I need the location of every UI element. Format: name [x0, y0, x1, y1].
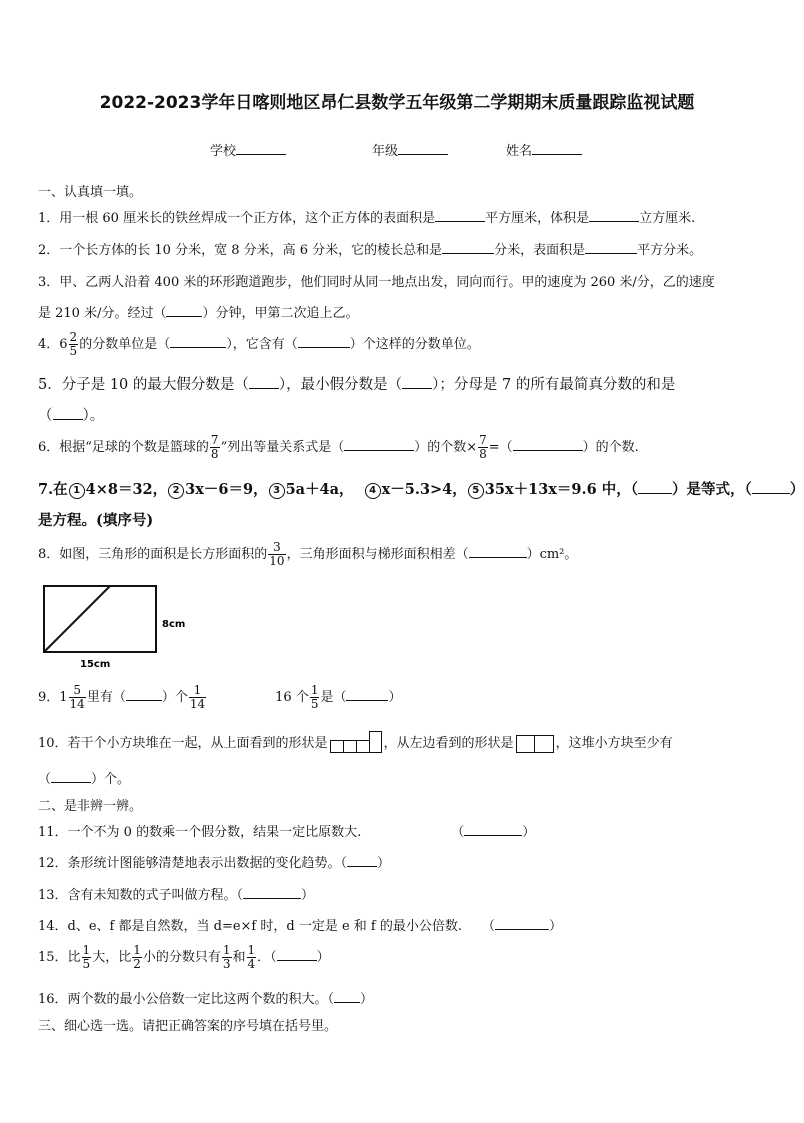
q15-fraction-1 [82, 944, 92, 971]
question-12 [38, 852, 390, 871]
q13-blank[interactable] [243, 886, 301, 899]
q15-text-b: 大，比 [92, 950, 132, 965]
question-5-line-1 [38, 373, 675, 394]
q14-text-a: 14．d、e、f 都是自然数，当 d=e×f 时，d 一定是 e 和 f 的最小公倍数. [38, 919, 462, 934]
side-view-cell [516, 735, 535, 753]
question-1 [38, 207, 695, 226]
q7-expr-2: 3x－6＝9， [185, 481, 268, 498]
q9-frac3-den: 5 [310, 697, 319, 711]
q14-text-b: （ [482, 919, 496, 934]
q6-frac2-den: 8 [479, 447, 487, 461]
q11-text-c: ） [522, 825, 536, 840]
q8-text-b: ，三角形面积与梯形面积相差（ [286, 547, 469, 562]
q6-text-b: ”列出等量关系式是（ [220, 440, 345, 455]
q5-blank-2[interactable] [402, 376, 432, 389]
question-3-line-2 [38, 302, 358, 321]
q7-blank-2[interactable] [752, 481, 790, 494]
q13-text-a: 13．含有未知数的式子叫做方程。（ [38, 888, 244, 903]
q9-text-f: ） [388, 690, 402, 705]
rectangle-figure [38, 584, 198, 674]
q7-expr-5: 35x＋13x＝9.6 中，（ [484, 481, 638, 498]
q10-blank[interactable] [51, 770, 91, 783]
q9-blank-2[interactable] [346, 688, 388, 701]
question-3-line-1: 3．甲、乙两人沿着 400 米的环形跑道跑步，他们同时从同一地点出发，同向而行。甲的速度为 260 米/分，乙的速度 [38, 275, 715, 290]
q2-blank-1[interactable] [442, 241, 494, 254]
question-2 [38, 239, 702, 258]
q8-text-c: ）cm²。 [526, 547, 578, 562]
q16-text-b: ） [360, 992, 374, 1007]
q5-text-e: ）。 [82, 408, 105, 424]
question-8 [38, 541, 577, 568]
q1-blank-1[interactable] [435, 209, 485, 222]
figure-diagonal [44, 586, 110, 652]
top-view-shape [330, 731, 382, 753]
q5-blank-1[interactable] [249, 376, 279, 389]
q1-text-b: 平方厘米，体积是 [485, 211, 590, 226]
q9-blank-1[interactable] [126, 688, 162, 701]
school-field[interactable] [210, 140, 286, 159]
q9-text-a: 9．1 [38, 690, 68, 705]
student-info-row [0, 140, 794, 160]
q15-frac4-den: 4 [247, 957, 256, 971]
question-11 [38, 821, 535, 840]
q4-frac-den: 5 [69, 344, 78, 358]
q11-blank[interactable] [464, 823, 522, 836]
q15-frac3-num: 1 [222, 943, 231, 957]
q5-text-d: （ [38, 408, 53, 424]
question-14 [38, 915, 562, 934]
q7-circle-3: 3 [269, 483, 285, 499]
q8-frac-den: 10 [269, 554, 285, 568]
q4-blank-1[interactable] [170, 335, 226, 348]
q6-text-a: 6．根据“足球的个数是篮球的 [38, 440, 209, 455]
q6-text-e: ）的个数. [582, 440, 639, 455]
q15-blank[interactable] [277, 948, 317, 961]
side-view-shape [516, 735, 554, 753]
q9-fraction-2 [189, 684, 206, 711]
figure-width-label: 15cm [80, 659, 111, 670]
q8-frac-num: 3 [273, 540, 281, 554]
q8-blank[interactable] [469, 545, 527, 558]
name-blank[interactable] [532, 141, 582, 155]
q12-blank[interactable] [347, 854, 377, 867]
q1-text-a: 1．用一根 60 厘米长的铁丝焊成一个正方体，这个正方体的表面积是 [38, 211, 436, 226]
question-16 [38, 988, 373, 1007]
q9-frac1-den: 14 [69, 697, 85, 711]
q10-text-d: （ [38, 772, 52, 787]
question-4 [38, 331, 480, 358]
q15-fraction-2 [132, 944, 142, 971]
q13-text-b: ） [301, 888, 315, 903]
q9-frac3-num: 1 [310, 683, 319, 697]
name-field[interactable] [506, 140, 582, 159]
side-view-cell [534, 735, 554, 753]
q6-text-c: ）的个数× [414, 440, 478, 455]
q9-text-e: 是（ [320, 690, 347, 705]
q15-frac1-num: 1 [82, 943, 91, 957]
q7-expr-1: 4×8＝32， [85, 481, 168, 498]
q11-text-b: （ [451, 825, 465, 840]
q9-frac1-num: 5 [73, 683, 81, 697]
q4-text-d: ）个这样的分数单位。 [349, 337, 480, 352]
q15-text-f: ） [316, 950, 330, 965]
q8-text-a: 8．如图，三角形的面积是长方形面积的 [38, 547, 268, 562]
question-5-line-2 [38, 404, 104, 425]
name-label: 姓名 [506, 144, 533, 159]
q2-blank-2[interactable] [585, 241, 637, 254]
q9-text-c: ）个 [161, 690, 188, 705]
q6-frac1-den: 8 [210, 447, 219, 461]
grade-blank[interactable] [398, 141, 448, 155]
q10-text-c: ，这堆小方块至少有 [555, 736, 673, 751]
q15-text-d: 和 [232, 950, 246, 965]
q10-text-a: 10．若干个小方块堆在一起，从上面看到的形状是 [38, 736, 328, 751]
q9-frac2-num: 1 [193, 683, 202, 697]
q12-text-b: ） [377, 856, 391, 871]
q15-frac4-num: 1 [247, 943, 256, 957]
q14-blank[interactable] [495, 917, 549, 930]
q7-expr-4: x－5.3>4， [381, 481, 467, 498]
q15-frac1-den: 5 [82, 957, 91, 971]
q7-expr-3: 5a＋4a， [285, 481, 354, 498]
q7-text-f: ）是等式，（ [671, 481, 752, 498]
q6-fraction-2 [478, 434, 488, 461]
q7-blank-1[interactable] [638, 481, 672, 494]
q2-text-b: 分米，表面积是 [494, 243, 586, 258]
q4-text-b: 的分数单位是（ [79, 337, 171, 352]
q6-blank-2[interactable] [513, 438, 583, 451]
q8-fraction [268, 541, 285, 568]
q10-text-e: ）个。 [91, 772, 131, 787]
question-7-line-1 [38, 478, 804, 499]
q6-fraction-1 [210, 434, 220, 461]
q7-circle-5: 5 [468, 483, 484, 499]
q15-fraction-3 [222, 944, 232, 971]
q2-text-a: 2．一个长方体的长 10 分米，宽 8 分米，高 6 分米，它的棱长总和是 [38, 243, 443, 258]
q9-frac2-den: 14 [189, 697, 206, 711]
question-15 [38, 944, 330, 971]
q15-text-c: 小的分数只有 [142, 950, 221, 965]
top-view-cell [356, 740, 370, 753]
q3-text-b: ）分钟，甲第二次追上乙。 [202, 306, 359, 321]
section-1-heading: 一、认真填一填。 [38, 185, 143, 200]
q9-fraction-1 [69, 684, 86, 711]
q15-frac2-den: 2 [133, 957, 141, 971]
q5-text-c: ）；分母是 7 的所有最简真分数的和是 [432, 377, 676, 393]
q3-blank[interactable] [166, 304, 202, 317]
q6-frac1-num: 7 [210, 433, 219, 447]
grade-label: 年级 [372, 144, 399, 159]
top-view-cell [343, 740, 357, 753]
q15-text-a: 15．比 [38, 950, 81, 965]
question-10-line-2 [38, 768, 130, 787]
q5-blank-3[interactable] [53, 407, 83, 420]
q15-frac3-den: 3 [222, 957, 231, 971]
q6-text-d: =（ [488, 440, 513, 455]
grade-field[interactable] [372, 140, 448, 159]
q4-text-a: 4．6 [38, 337, 68, 352]
q11-text-a: 11．一个不为 0 的数乘一个假分数，结果一定比原数大. [38, 825, 362, 840]
q5-text-a: 5．分子是 10 的最大假分数是（ [38, 377, 249, 393]
figure-height-label: 8cm [162, 619, 186, 630]
q10-text-b: ，从左边看到的形状是 [383, 736, 514, 751]
q6-blank-1[interactable] [344, 438, 414, 451]
q2-text-c: 平方分米。 [637, 243, 703, 258]
q4-fraction [69, 331, 79, 358]
top-view-cell [330, 740, 344, 753]
q15-frac2-num: 1 [133, 943, 141, 957]
question-13 [38, 884, 314, 903]
q7-circle-4: 4 [365, 483, 381, 499]
q7-text-a: 7.在 [38, 481, 68, 498]
q4-blank-2[interactable] [298, 335, 350, 348]
q4-text-c: ），它含有（ [226, 337, 298, 352]
school-blank[interactable] [236, 141, 286, 155]
q1-blank-2[interactable] [589, 209, 639, 222]
q12-text-a: 12．条形统计图能够清楚地表示出数据的变化趋势。（ [38, 856, 348, 871]
question-7-line-2: 是方程。(填序号) [38, 512, 154, 529]
section-3-heading: 三、细心选一选。请把正确答案的序号填在括号里。 [38, 1019, 338, 1034]
q9-fraction-3 [310, 684, 320, 711]
q9-text-d: 16 个 [275, 690, 309, 705]
q9-text-b: 里有（ [86, 690, 126, 705]
q7-circle-2: 2 [168, 483, 184, 499]
q6-frac2-num: 7 [479, 433, 487, 447]
q7-text-g: ） [789, 481, 804, 498]
q15-fraction-4 [247, 944, 257, 971]
q5-text-b: ），最小假分数是（ [278, 377, 403, 393]
q16-blank[interactable] [334, 990, 360, 1003]
top-view-cell [369, 731, 382, 753]
q16-text-a: 16．两个数的最小公倍数一定比这两个数的积大。（ [38, 992, 335, 1007]
school-label: 学校 [210, 144, 237, 159]
section-2-heading: 二、是非辨一辨。 [38, 799, 143, 814]
q14-text-c: ） [549, 919, 563, 934]
q1-text-c: 立方厘米. [639, 211, 696, 226]
q3-text-a: 是 210 米/分。经过（ [38, 306, 167, 321]
page-title: 2022-2023学年日喀则地区昂仁县数学五年级第二学期期末质量跟踪监视试题 [99, 93, 695, 113]
q7-circle-1: 1 [69, 483, 85, 499]
q15-text-e: ．（ [257, 950, 277, 965]
question-6 [38, 434, 639, 461]
question-9 [38, 684, 402, 711]
question-10-line-1 [38, 731, 673, 753]
q4-frac-num: 2 [69, 330, 78, 344]
